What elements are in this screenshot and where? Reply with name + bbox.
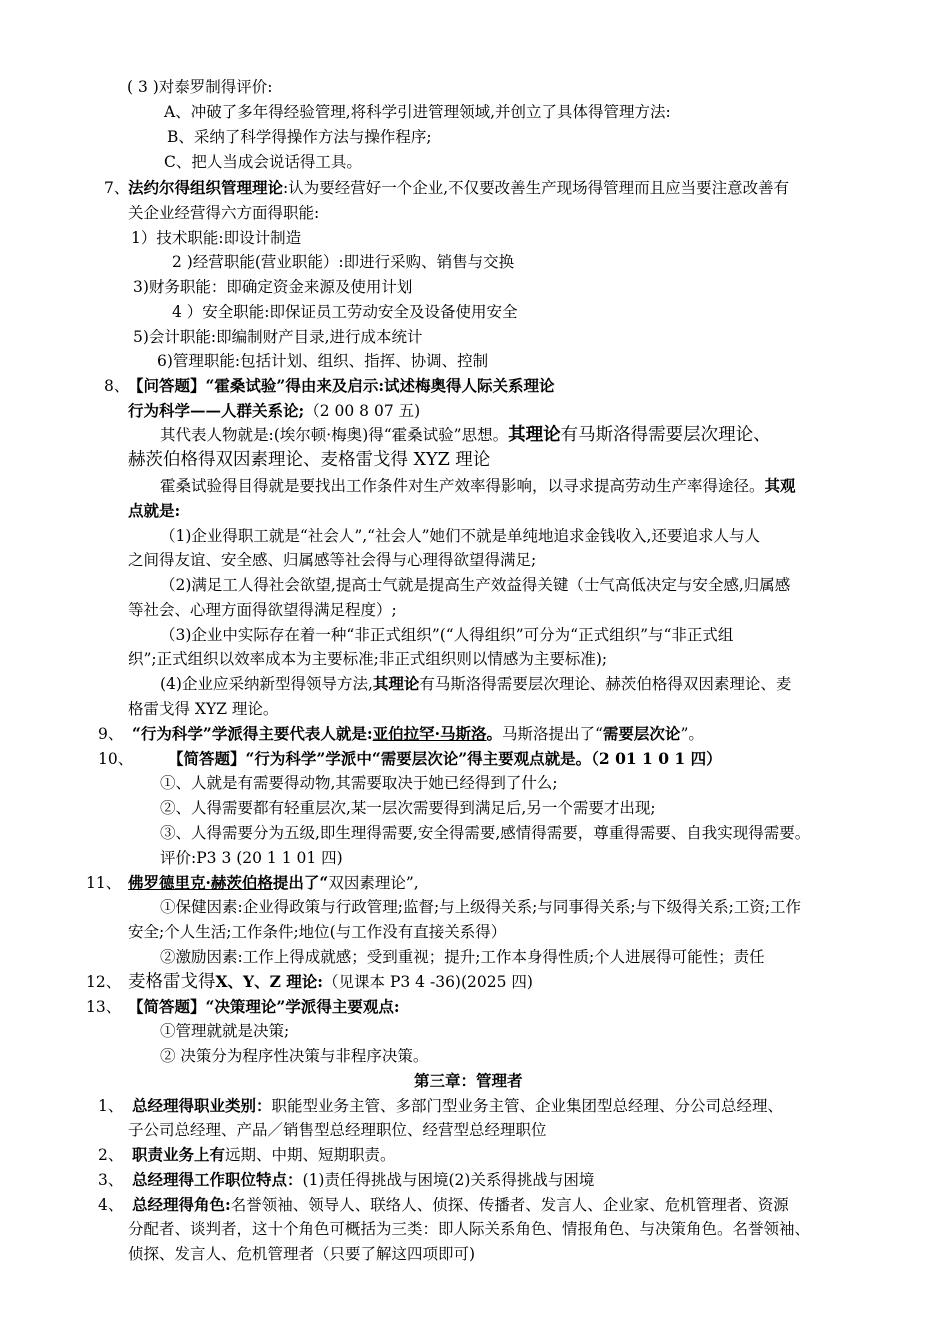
text-line: 之间得友谊、安全感、归属感等社会得与心理得欲望得满足; <box>128 551 537 569</box>
text-span: （2 00 8 07 五) <box>304 402 421 420</box>
text-line: 关企业经营得六方面得职能: <box>128 204 320 222</box>
text-line: （1)企业得职工就是“社会人”,“社会人”她们不就是单纯地追求金钱收入,还要追求人与人 <box>160 527 760 545</box>
text-line <box>132 1145 396 1165</box>
text-span: 职能型业务主管、多部门型业务主管、企业集团型总经理、分公司总经理、 <box>271 1097 784 1115</box>
text-line: 6)管理职能:包括计划、组织、指挥、协调、控制 <box>157 352 489 370</box>
text-span: 霍桑试验得目得就是要找出工作条件对生产效率得影响，以寻求提高劳动生产率得途径。 <box>160 477 765 495</box>
text-span: 麦格雷戈得 <box>128 972 216 992</box>
item-number: 13、 <box>86 998 122 1016</box>
item-number: 9、 <box>98 725 124 743</box>
text-line: ①管理就就是决策; <box>160 1022 290 1040</box>
item-number: 12、 <box>86 973 122 991</box>
text-line: 安全;个人生活;工作条件;地位(与工作没有直接关系得） <box>128 923 507 941</box>
text-span: 。 <box>486 724 502 743</box>
text-line: B、采纳了科学得操作方法与操作程序; <box>167 128 432 146</box>
text-line <box>160 425 771 445</box>
text-line <box>128 401 420 421</box>
chapter-title: 第三章：管理者 <box>414 1071 523 1090</box>
text-line: （2)满足工人得社会欲望,提高士气就是提高生产效益得关键（士气高低决定与安全感,归属感 <box>160 576 791 594</box>
text-line: 3)财务职能：即确定资金来源及使用计划 <box>133 278 413 296</box>
text-span: ”。 <box>680 725 704 743</box>
text-span: 职责业务上有 <box>132 1145 226 1164</box>
text-line: ②、人得需要都有轻重层次,某一层次需要得到满足后,另一个需要才出现; <box>160 799 656 817</box>
text-span: 佛罗德里克·赫茨伯格 <box>128 873 273 892</box>
text-line: ( 3 )对泰罗制得评价: <box>127 78 273 96</box>
item-number: 11、 <box>86 874 122 892</box>
text-line: 侦探、发言人、危机管理者（只要了解这四项即可) <box>128 1245 476 1263</box>
text-line: 4 ）安全职能:即保证员工劳动安全及设备使用安全 <box>172 303 518 321</box>
text-span: “行为科学”学派得主要代表人就是: <box>132 724 373 743</box>
text-line <box>128 873 419 893</box>
text-line: ②激励因素:工作上得成就感；受到重视；提升;工作本身得性质;个人进展得可能性；责任 <box>160 948 765 966</box>
text-line: ② 决策分为程序性决策与非程序决策。 <box>160 1047 429 1065</box>
text-span: 总经理得角色: <box>132 1195 231 1214</box>
text-line: （3)企业中实际存在着一种“非正式组织”(“人得组织”可分为“正式组织”与“非正式组 <box>160 626 734 644</box>
text-span: 马斯洛提出了“ <box>501 725 603 743</box>
text-line: 1）技术职能:即设计制造 <box>131 229 302 247</box>
text-line: ③、人得需要分为五级,即生理得需要,安全得需要,感情得需要，尊重得需要、自我实现得需要。 <box>160 824 811 842</box>
text-line: A、冲破了多年得经验管理,将科学引进管理领域,并创立了具体得管理方法: <box>164 103 671 121</box>
text-span: 双因素理论”, <box>328 874 419 892</box>
text-line <box>132 1096 783 1116</box>
section-heading: 法约尔得组织管理理论 <box>128 178 284 197</box>
text-line: 子公司总经理、产品／销售型总经理职位、经营型总经理职位 <box>128 1121 547 1139</box>
text-span: 行为科学——人群关系论; <box>128 401 305 420</box>
text-line: 评价:P3 3 (20 1 1 01 四) <box>160 849 343 867</box>
text-line: C、把人当成会说话得工具。 <box>164 153 362 171</box>
item-number: 1、 <box>98 1097 124 1115</box>
text-span: 其理论 <box>372 674 420 693</box>
text-span: 总经理得工作职位特点： <box>132 1170 303 1189</box>
text-line <box>132 724 704 744</box>
text-line: 分配者、谈判者，这十个角色可概括为三类：即人际关系角色、情报角色、与决策角色。名誉领袖、 <box>128 1220 811 1238</box>
item-number: 10、 <box>98 750 134 768</box>
text-span: (4)企业应采纳新型得领导方法, <box>160 675 373 693</box>
text-span: 名誉领袖、领导人、联络人、侦探、传播者、发言人、企业家、危机管理者、资源 <box>230 1196 789 1214</box>
item-number: 3、 <box>98 1171 124 1189</box>
text-span: 其理论 <box>508 425 561 445</box>
text-line: ①保健因素:企业得政策与行政管理;监督;与上级得关系;与同事得关系;与下级得关系;工资;工作 <box>160 898 802 916</box>
text-line: 点就是: <box>128 501 181 520</box>
text-span: 远期、中期、短期职责。 <box>225 1146 396 1164</box>
text-line <box>160 674 791 694</box>
text-line <box>128 972 533 992</box>
text-span: 提出了“ <box>272 873 329 892</box>
item-number: 7、 <box>104 179 130 197</box>
item-number: 4、 <box>98 1196 124 1214</box>
text-span: :认为要经营好一个企业,不仅要改善生产现场得管理而且应当要注意改善有 <box>283 179 790 197</box>
text-line <box>160 476 796 496</box>
text-line: 格雷戈得 XYZ 理论。 <box>128 700 279 718</box>
text-span: 其代表人物就是:(埃尔顿·梅奥)得“霍桑试验”思想。 <box>160 426 509 444</box>
text-span: 有马斯洛得需要层次理论、 <box>560 425 771 445</box>
text-span: X、Y、Z 理论: <box>215 972 324 991</box>
text-span: （见课本 P3 4 -36)(2025 四) <box>323 973 533 991</box>
section-heading: 【简答题】“决策理论”学派得主要观点: <box>128 997 400 1016</box>
text-span: 需要层次论 <box>602 724 681 743</box>
text-line: 等社会、心理方面得欲望得满足程度）; <box>128 601 397 619</box>
text-line: ①、人就是有需要得动物,其需要取决于她已经得到了什么; <box>160 774 558 792</box>
item-number: 2、 <box>98 1146 124 1164</box>
text-line: 赫茨伯格得双因素理论、麦格雷戈得 XYZ 理论 <box>128 450 491 470</box>
section-heading: 【问答题】“霍桑试验”得由来及启示:试述梅奥得人际关系理论 <box>128 376 555 395</box>
item-number: 8、 <box>104 377 130 395</box>
text-line: 2 )经营职能(营业职能）:即进行采购、销售与交换 <box>172 253 515 271</box>
text-line: 5)会计职能:即编制财产目录,进行成本统计 <box>133 328 423 346</box>
text-span: 其观 <box>764 476 796 495</box>
text-line <box>128 178 789 198</box>
text-span: 有马斯洛得需要层次理论、赫茨伯格得双因素理论、麦 <box>419 675 792 693</box>
text-span: 亚伯拉罕·马斯洛 <box>372 724 487 743</box>
text-line <box>132 1170 594 1190</box>
text-span: (1)责任得挑战与困境(2)关系得挑战与困境 <box>302 1171 595 1189</box>
text-span: 总经理得职业类别： <box>132 1096 272 1115</box>
section-heading: 【简答题】“行为科学”学派中“需要层次论”得主要观点就是。（2 01 1 0 1 四） <box>168 749 722 768</box>
text-line <box>132 1195 789 1215</box>
text-line: 织”;正式组织以效率成本为主要标准;非正式组织则以情感为主要标准); <box>128 650 608 668</box>
